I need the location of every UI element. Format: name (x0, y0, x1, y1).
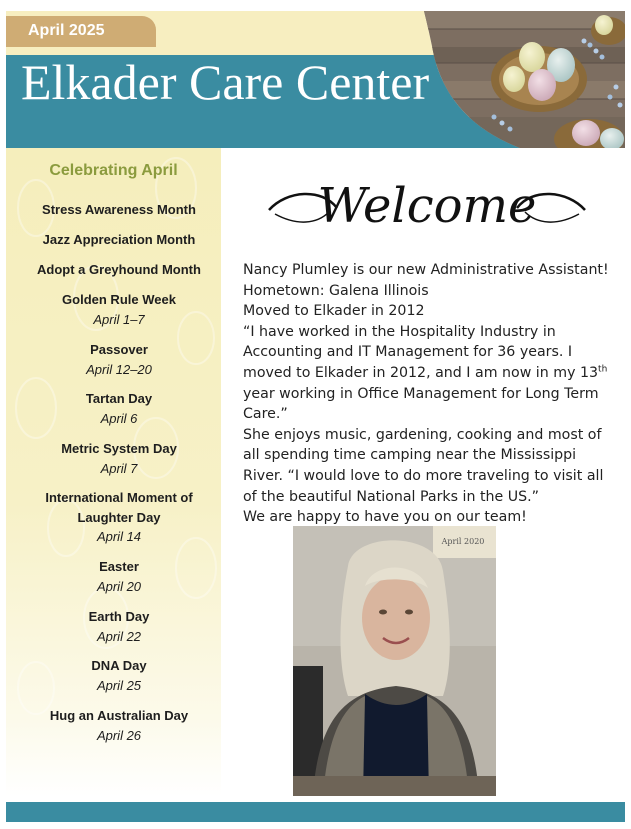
observance-date: April 6 (100, 410, 138, 426)
intro-line: Nancy Plumley is our new Administrative Assistant! (243, 262, 609, 278)
observance-date: April 7 (100, 460, 138, 476)
observance-name: Passover (90, 342, 148, 357)
welcome-text: Welcome (317, 178, 537, 234)
quote-paragraph (243, 322, 615, 425)
quote-part: year working in Office Management for Long Term Care.” (243, 385, 599, 423)
article-body (243, 260, 615, 528)
observance-date: April 1–7 (93, 311, 145, 327)
issue-month: April 2025 (28, 22, 105, 39)
sidebar-item (6, 656, 221, 695)
observance-name: International Moment of Laughter Day (45, 490, 193, 525)
calendar-caption: April 2020 (441, 537, 485, 546)
newsletter-header (6, 11, 625, 148)
sidebar-item (6, 389, 221, 428)
sidebar-item (6, 290, 221, 329)
sidebar-item (6, 607, 221, 646)
sidebar-item (6, 706, 221, 745)
sidebar-item (6, 260, 221, 280)
sidebar-item (26, 488, 212, 547)
observance-date: April 25 (96, 677, 142, 693)
easter-eggs-photo (424, 11, 625, 148)
observance-name: DNA Day (91, 658, 147, 673)
enjoys-paragraph: She enjoys music, gardening, cooking and most of all spending time camping near the Mississippi River. “I would love to do more traveling to visit all of the beautiful National Parks in the US.” (243, 426, 604, 505)
observance-name: Stress Awareness Month (42, 202, 196, 217)
sidebar-item (6, 200, 221, 220)
observance-date: April 22 (96, 628, 142, 644)
observance-name: Metric System Day (61, 441, 177, 456)
sidebar-item (6, 557, 221, 596)
footer-bar (6, 802, 625, 822)
observance-name: Adopt a Greyhound Month (37, 262, 201, 277)
sidebar-item (6, 340, 221, 379)
sidebar-item (6, 439, 221, 478)
ordinal-suffix: th (598, 364, 608, 375)
staff-portrait-photo (293, 526, 496, 796)
celebrating-april-sidebar (6, 148, 221, 796)
observance-date: April 12–20 (86, 361, 152, 377)
sidebar-heading: Celebrating April (49, 162, 178, 179)
quote-part: “I have worked in the Hospitality Industry in Accounting and IT Management for 36 years. I moved to Elkader in 2012, and I am now in my 13 (243, 323, 599, 381)
hometown-line: Hometown: Galena Illinois (243, 282, 429, 299)
observance-date: April 14 (96, 529, 142, 544)
observance-date: April 20 (96, 578, 142, 594)
observance-name: Tartan Day (85, 391, 153, 406)
observance-name: Golden Rule Week (62, 292, 176, 307)
sidebar-item (6, 230, 221, 250)
closing-line: We are happy to have you on our team! (243, 509, 527, 526)
moved-line: Moved to Elkader in 2012 (243, 303, 425, 320)
newsletter-title: Elkader Care Center (21, 54, 430, 110)
welcome-heading (267, 170, 587, 235)
observance-name: Jazz Appreciation Month (42, 232, 196, 247)
observance-name: Earth Day (88, 609, 150, 624)
observance-name: Hug an Australian Day (49, 708, 189, 723)
month-tab (6, 16, 156, 47)
observance-name: Easter (99, 559, 139, 574)
observance-date: April 26 (96, 727, 142, 743)
